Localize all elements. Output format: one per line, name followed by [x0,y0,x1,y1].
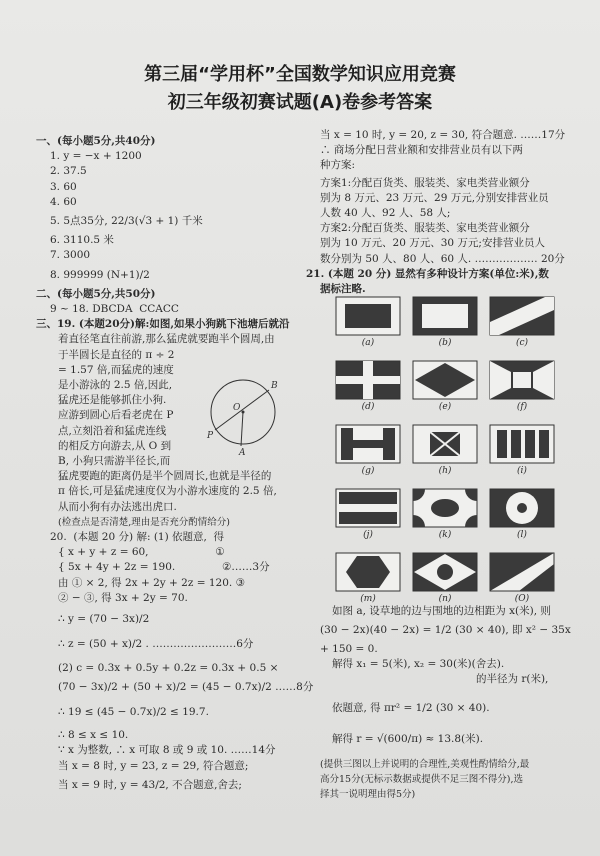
q21-grading-note: 择其一说明理由得5分) [320,789,416,800]
caption-i: (i) [517,466,527,476]
answer-3: 3. 60 [50,180,77,193]
answer-1: 1. y = −x + 1200 [50,150,142,163]
q20-line: ∵ x 为整数, ∴ x 可取 8 或 9 或 10. ……14分 [58,744,276,757]
q20-line: 20. (本题 20 分) 解: (1) 依题意, 得 [50,531,225,544]
q20-line: ∴ 19 ≤ (45 − 0.7x)/2 ≤ 19.7. [58,705,209,718]
q21-line: 解得 x₁ = 5(米), x₂ = 30(米)(舍去). [332,658,505,670]
q21-line: 解得 r = √(600/π) ≈ 13.8(米). [332,733,484,745]
q19-line: 是小游泳的 2.5 倍,因此, [58,379,173,392]
q19-line: B, 小狗只需游半径长,而 [58,455,171,468]
q20-continued-line: ∴ 商场分配日营业额和安排营业员有以下两 [320,144,523,157]
figure-f [489,360,555,400]
plan-two-line: 数分别为 50 人、80 人、60 人. ……………… 20分 [320,252,565,265]
design-figures-grid [335,296,555,626]
q20-continued-line: 种方案: [320,159,356,172]
answer-5: 5. 5点35分, 22/3(√3 + 1) 千米 [50,215,203,228]
q20-line: { 5x + 4y + 2z = 190. ②……3分 [58,561,270,574]
q20-line: 当 x = 8 时, y = 23, z = 29, 符合题意; [58,759,249,772]
caption-m: (m) [360,594,376,604]
q19-line: = 1.57 倍,而猛虎的速度 [58,363,174,376]
question-19-heading: 三、19. (本题20分)解:如图,如果小狗跳下池塘后就沿 [36,318,290,331]
right-column [306,128,582,297]
caption-g: (g) [361,466,375,476]
q21-line: 如图 a, 设草地的边与围地的边相距为 x(米), 则 [332,605,551,617]
question-21-heading: 21. (本题 20 分) 显然有多种设计方案(单位:米),数 [306,267,549,280]
q20-line: 由 ① × 2, 得 2x + 2y + 2z = 120. ③ [58,576,245,589]
figure-o [489,552,555,592]
caption-k: (k) [438,530,452,540]
caption-a: (a) [361,338,375,348]
q20-line: ② − ③, 得 3x + 2y = 70. [58,591,188,604]
q19-line: 的相反方向游去,从 O 到 [58,439,172,452]
q19-line: π 倍长,可是猛虎速度仅为小游水速度的 2.5 倍, [58,485,277,498]
caption-c: (c) [515,338,529,348]
answer-8: 8. 999999 (N+1)/2 [50,268,150,281]
left-column [36,134,314,793]
plan-one-line: 方案1:分配百货类、服装类、家电类营业额分 [320,176,530,189]
answer-7: 7. 3000 [50,249,91,262]
caption-d: (d) [361,402,375,412]
label-b: B [271,381,278,391]
figure-l [489,488,555,528]
q20-line: ∴ 8 ≤ x ≤ 10. [58,729,129,742]
q19-line: 应游到圆心后看老虎在 P [58,409,174,422]
q19-circle-figure [205,372,285,456]
label-a: A [239,448,246,456]
figure-d [335,360,401,400]
figure-m [335,552,401,592]
q21-solution [320,604,582,802]
caption-j: (j) [363,530,373,540]
figure-c [489,296,555,336]
q21-grading-note: 高分15分(无标示数据或提供不足三图不得分),选 [320,774,524,785]
caption-b: (b) [438,338,452,348]
caption-o: (O) [514,594,530,604]
answer-4: 4. 60 [50,195,77,208]
q20-line: (70 − 3x)/2 + (50 + x)/2 = (45 − 0.7x)/2 ……8分 [58,680,314,693]
q21-line: + 150 = 0. [320,643,378,655]
figure-i [489,424,555,464]
caption-f: (f) [516,402,528,412]
q20-line: ∴ z = (50 + x)/2 . ……………………6分 [58,638,254,651]
figure-n [412,552,478,592]
question-21-heading-cont: 据标注略. [320,283,366,296]
document-title: 第三届“学用杯”全国数学知识应用竞赛 [144,64,456,85]
q20-line: (2) c = 0.3x + 0.5y + 0.2z = 0.3x + 0.5 × [58,661,279,674]
caption-l: (l) [517,530,527,540]
answer-2: 2. 37.5 [50,165,87,178]
q20-line: 当 x = 9 时, y = 43/2, 不合题意,舍去; [58,778,242,791]
figure-h [412,424,478,464]
q20-line: { x + y + z = 60, ① [58,546,225,559]
q21-line: 依题意, 得 πr² = 1/2 (30 × 40). [332,702,490,714]
plan-one-line: 别为 8 万元、23 万元、29 万元,分别安排营业员 [320,191,549,204]
q21-line: (30 − 2x)(40 − 2x) = 1/2 (30 × 40), 即 x² − 35x [320,624,571,636]
figure-a [335,296,401,336]
figure-j [335,488,401,528]
figure-k [412,488,478,528]
document-subtitle: 初三年级初赛试题(A)卷参考答案 [167,92,433,113]
figure-g [335,424,401,464]
caption-h: (h) [438,466,452,476]
q19-line: 于半圆长是直径的 π ÷ 2 [58,348,175,361]
q20-continued-line: 当 x = 10 时, y = 20, z = 30, 符合题意. ……17分 [320,129,566,141]
caption-e: (e) [438,402,452,412]
label-o: O [233,403,241,413]
answer-6: 6. 3110.5 米 [50,234,114,247]
figure-e [412,360,478,400]
q19-line: 点,立刻沿着和猛虎连线 [58,424,167,437]
plan-two-line: 方案2:分配百货类、服装类、家电类营业额分 [320,222,530,235]
plan-two-line: 别为 10 万元、20 万元、30 万元;安排营业员人 [320,237,545,250]
q19-line: 猛虎还是能够抓住小狗. [58,394,167,407]
label-p: P [207,431,214,441]
answers-9-18: 9 ~ 18. DBCDA CCACC [50,303,179,316]
circle-diagram [205,372,285,456]
q19-line: 从而小狗有办法逃出虎口. [58,500,177,513]
q19-line: 猛虎要跑的距离仍是半个圆周长,也就是半径的 [58,470,272,483]
q19-line: 着直径笔直往前游,那么猛虎就要跑半个圆周,由 [58,333,275,346]
section-one-heading: 一、(每小题5分,共40分) [36,135,156,147]
caption-n: (n) [438,594,452,604]
q21-grading-note: (提供三图以上并说明的合理性,美观性酌情给分,最 [320,759,530,770]
q19-grading-note: (检查点是否清楚,理由是否充分酌情给分) [58,516,230,528]
figure-b [412,296,478,336]
q20-line: ∴ y = (70 − 3x)/2 [58,613,150,626]
section-two-heading: 二、(每小题5分,共50分) [36,287,156,300]
q21-line: 的半径为 r(米), [476,673,549,685]
plan-one-line: 人数 40 人、92 人、58 人; [320,207,451,220]
